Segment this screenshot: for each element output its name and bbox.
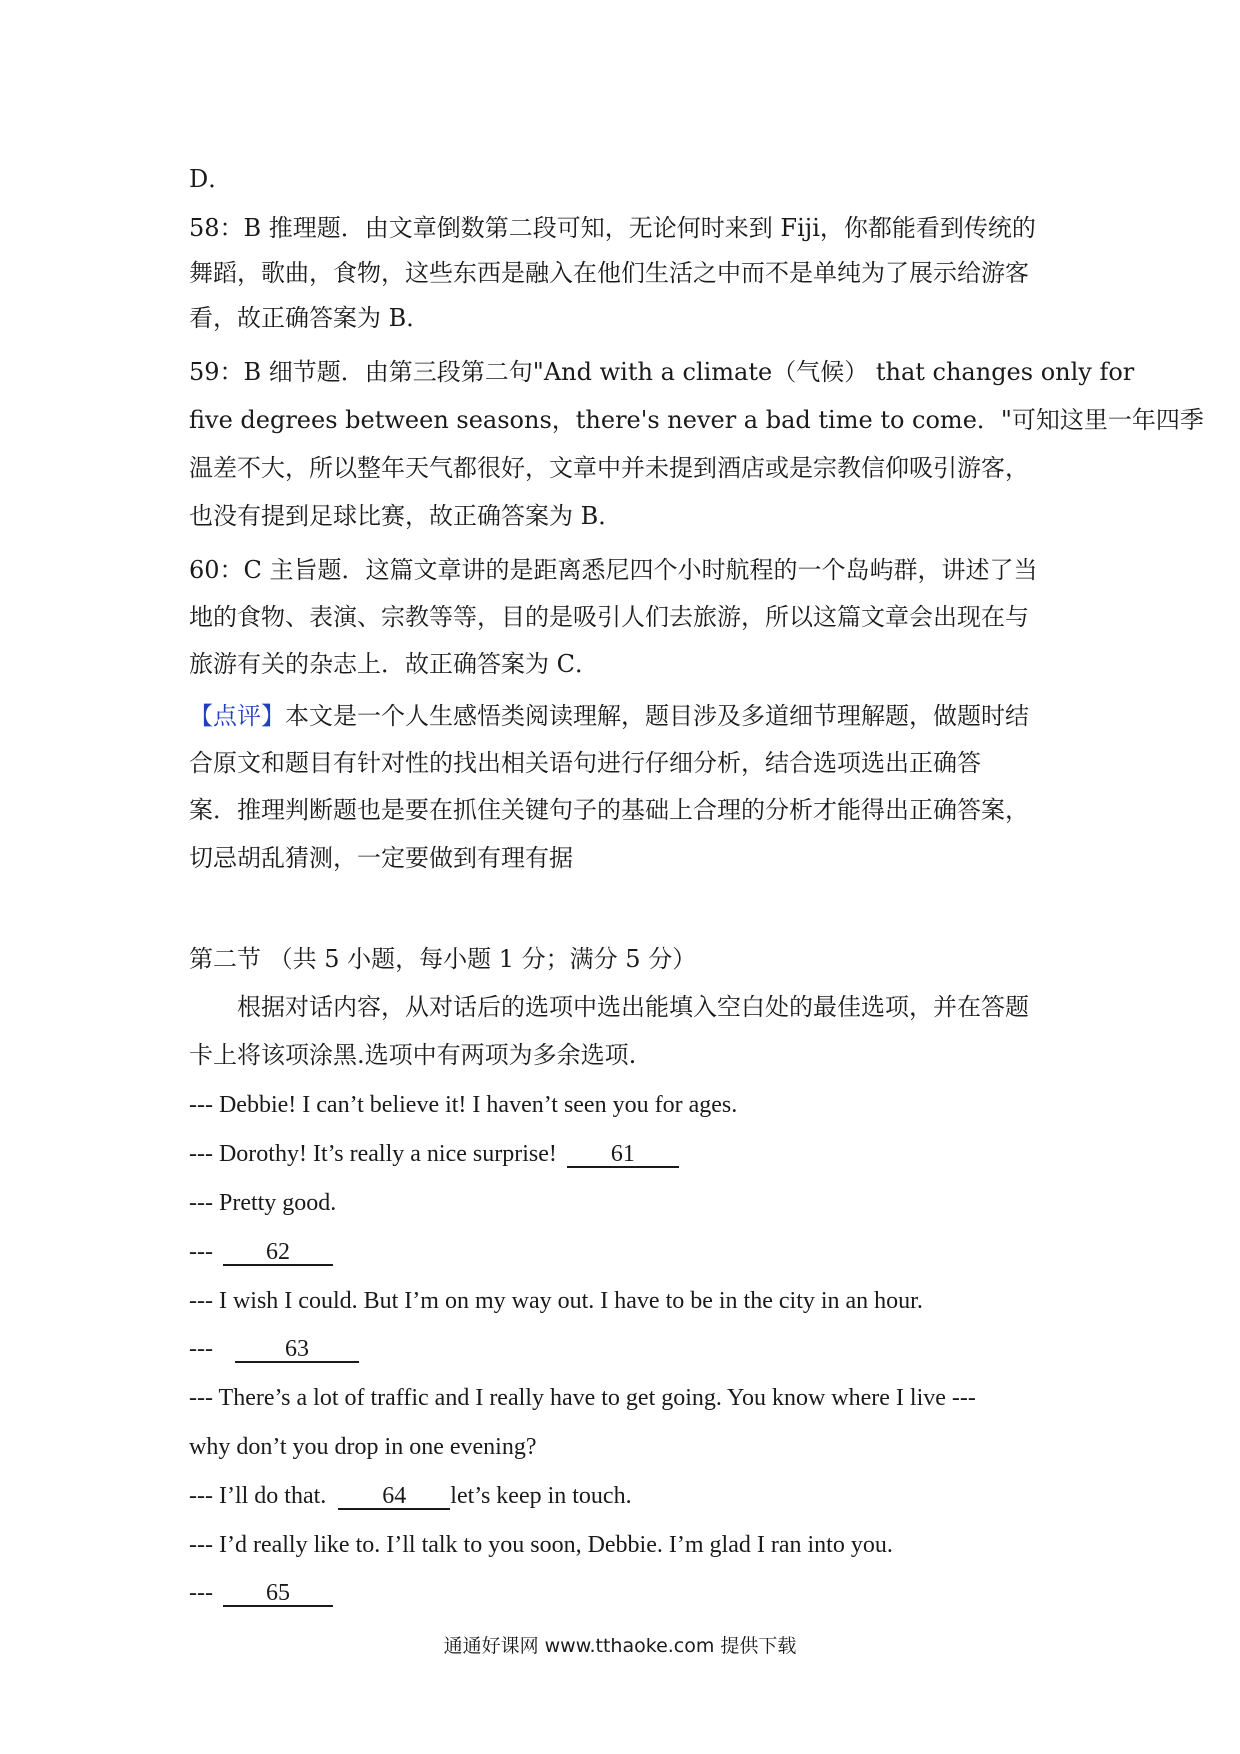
answer-58-line-1: 58：B 推理题．由文章倒数第二段可知，无论何时来到 Fiji，你都能看到传统的 <box>189 214 1036 242</box>
dialogue-line-7: --- There’s a lot of traffic and I really have to get going. You know where I live --- <box>189 1385 976 1411</box>
answer-59-line-3: 温差不大，所以整年天气都很好，文章中并未提到酒店或是宗教信仰吸引游客， <box>189 454 1029 482</box>
answer-60-line-1: 60：C 主旨题．这篇文章讲的是距离悉尼四个小时航程的一个岛屿群，讲述了当 <box>189 556 1038 584</box>
dialogue-line-9-text: --- I’ll do that. <box>189 1483 327 1509</box>
previous-answer-end: D． <box>189 165 233 193</box>
comment-tag: 【点评】 <box>189 702 285 730</box>
dash: --- <box>189 1336 213 1362</box>
dialogue-line-9-after: let’s keep in touch. <box>450 1483 632 1509</box>
dialogue-line-5: --- I wish I could. But I’m on my way out. I have to be in the city in an hour. <box>189 1288 923 1314</box>
page-footer: 通通好课网 www.tthaoke.com 提供下载 <box>443 1635 797 1657</box>
answer-59-line-2: five degrees between seasons，there's never a bad time to come．"可知这里一年四季 <box>189 406 1204 434</box>
comment-text-1: 本文是一个人生感悟类阅读理解，题目涉及多道细节理解题，做题时结 <box>285 702 1029 730</box>
blank-65[interactable]: 65 <box>223 1581 333 1607</box>
answer-60-line-2: 地的食物、表演、宗教等等，目的是吸引人们去旅游，所以这篇文章会出现在与 <box>189 603 1029 631</box>
section-heading: 第二节 （共 5 小题，每小题 1 分；满分 5 分） <box>189 945 697 973</box>
dialogue-line-10: --- I’d really like to. I’ll talk to you soon, Debbie. I’m glad I ran into you. <box>189 1532 893 1558</box>
comment-line-1 <box>189 701 1059 731</box>
answer-58-line-2: 舞蹈，歌曲，食物，这些东西是融入在他们生活之中而不是单纯为了展示给游客 <box>189 259 1029 287</box>
instruction-line-2: 卡上将该项涂黑.选项中有两项为多余选项. <box>189 1041 637 1069</box>
dialogue-line-6 <box>189 1334 1059 1364</box>
blank-61[interactable]: 61 <box>567 1142 679 1168</box>
dialogue-line-8: why don’t you drop in one evening? <box>189 1434 537 1460</box>
instruction-line-1: 根据对话内容，从对话后的选项中选出能填入空白处的最佳选项，并在答题 <box>237 993 1029 1021</box>
dialogue-line-3: --- Pretty good. <box>189 1190 337 1216</box>
answer-58-line-3: 看，故正确答案为 B． <box>189 304 431 332</box>
dialogue-line-2 <box>189 1139 1059 1169</box>
dialogue-line-4 <box>189 1237 1059 1267</box>
answer-59-line-1: 59：B 细节题．由第三段第二句"And with a climate（气候） that changes only for <box>189 358 1135 386</box>
blank-64[interactable]: 64 <box>338 1484 450 1510</box>
comment-line-4: 切忌胡乱猜测，一定要做到有理有据 <box>189 844 573 872</box>
comment-line-3: 案．推理判断题也是要在抓住关键句子的基础上合理的分析才能得出正确答案， <box>189 796 1029 824</box>
dialogue-line-2-text: --- Dorothy! It’s really a nice surprise! <box>189 1141 557 1167</box>
dialogue-line-1: --- Debbie! I can’t believe it! I haven’t seen you for ages. <box>189 1092 738 1118</box>
answer-60-line-3: 旅游有关的杂志上．故正确答案为 C． <box>189 650 599 678</box>
dash: --- <box>189 1580 213 1606</box>
answer-59-line-4: 也没有提到足球比赛，故正确答案为 B． <box>189 502 623 530</box>
blank-62[interactable]: 62 <box>223 1240 333 1266</box>
dialogue-line-11 <box>189 1578 1059 1608</box>
blank-63[interactable]: 63 <box>235 1337 359 1363</box>
dash: --- <box>189 1239 213 1265</box>
comment-line-2: 合原文和题目有针对性的找出相关语句进行仔细分析，结合选项选出正确答 <box>189 749 981 777</box>
dialogue-line-9 <box>189 1481 1059 1511</box>
